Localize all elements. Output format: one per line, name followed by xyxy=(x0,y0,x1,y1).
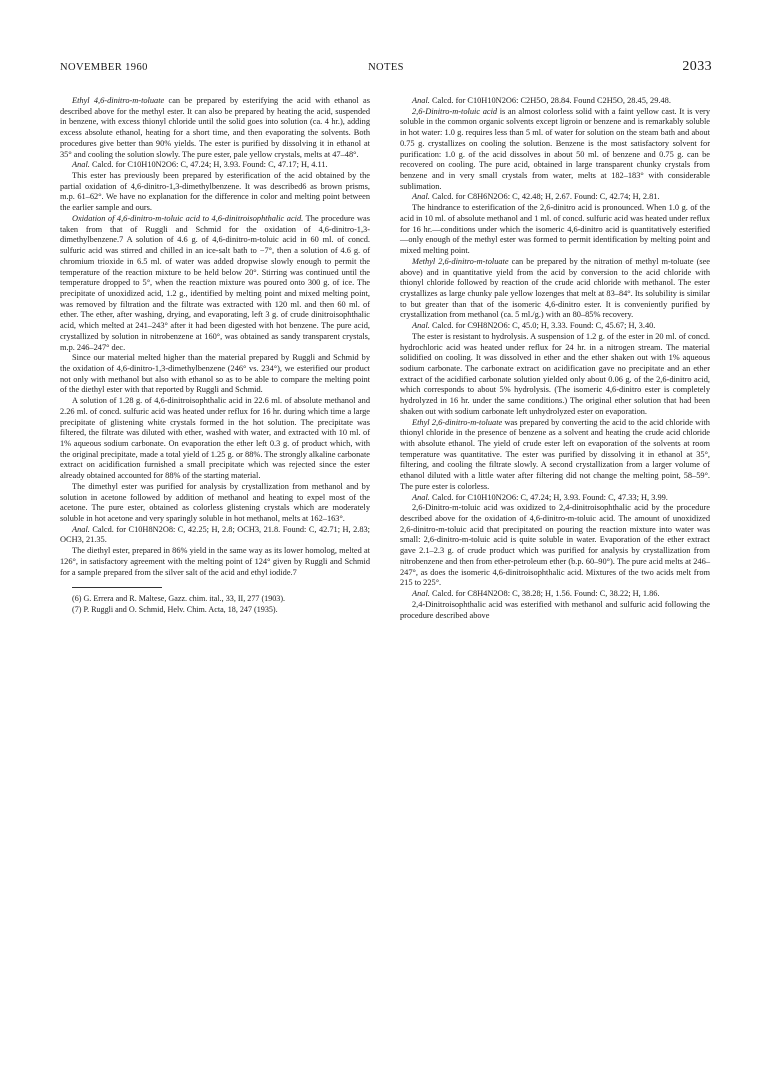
left-column xyxy=(60,96,370,615)
paragraph: Ethyl 4,6-dinitro-m-toluate can be prepared by esterifying the acid with ethanol as described above for the methyl ester. It can also be prepared by heating the acid, suspended in benzene, with excess thionyl chloride until the solid goes into solution (ca. 4 hr.), adding excess absolute ethanol, heating for a short time, and then evaporating the solvents. Both procedures give better than 90% yields. The ester is purified by dissolving it in ethanol at 35° and cooling the solution slowly. The pure ester, pale yellow crystals, melts at 47–48°. xyxy=(60,96,370,159)
footnote: (7) P. Ruggli and O. Schmid, Helv. Chim. Acta, 18, 247 (1935). xyxy=(72,604,278,614)
header-date: NOVEMBER 1960 xyxy=(60,62,148,73)
paragraph: Anal. Calcd. for C10H10N2O6: C, 47.24; H, 3.93. Found: C, 47.33; H, 3.99. xyxy=(412,492,668,502)
paragraph: Methyl 2,6-dinitro-m-toluate can be prepared by the nitration of methyl m-toluate (see above) and in quantitative yield from the acid by conversion to the acid chloride with thionyl chloride followed by reaction of the crude acid chloride with methanol. The ester crystallizes as large chunky pale yellow lozenges that melt at 83–84°. Its solubility is similar to but greater than that of the isomeric 4,6-dinitro ester. It is conveniently purified by crystallization from methanol (ca. 5 ml./g.) with an 80–85% recovery. xyxy=(400,256,711,320)
paragraph: 2,6-Dinitro-m-toluic acid was oxidized to 2,4-dinitroisophthalic acid by the procedure described above for the oxidation of 4,6-dinitro-m-toluic acid. The amount of unoxidized 2,6-dinitro-m-toluic acid that precipitated on pouring the reaction mixture into water was small: 2,6-dinitro-m-toluic acid is quite soluble in water. Evaporation of the ether extract gave 2.1–2.3 g. of crude product which was purified for analysis by crystallization from nitrobenzene and then from ether-petroleum ether (b.p. 60–90°). The pure acid melts at 246–247°, as does the isomeric 4,6-dinitroisophthalic acid. Mixtures of the two acids melt from 215 to 225°. xyxy=(400,503,710,588)
footnote-divider xyxy=(72,587,162,588)
right-column xyxy=(400,96,710,621)
header-section: NOTES xyxy=(368,62,404,73)
paragraph: Anal. Calcd. for C10H8N2O8: C, 42.25; H, 2.8; OCH3, 21.8. Found: C, 42.71; H, 2.83; OCH3, 21.35. xyxy=(60,524,370,545)
paragraph: The ester is resistant to hydrolysis. A suspension of 1.2 g. of the ester in 20 ml. of concd. hydrochloric acid was heated under reflux for 24 hr. in a nitrogen stream. The material solidified on cooling. It was dissolved in ether and the ether shaken out with 1% aqueous sodium carbonate. The carbonate extract on acidification gave no precipitate and an ether extract of the acidified carbonate solution yielded only about 0.06 g. of the 2,6-dinitro acid, which corresponds to about 5% hydrolysis. (The isomeric 4,6-dinitro ester is completely hydrolyzed in 16 hr. under the same conditions.) The original ether solution that had been shaken out with sodium carbonate left unhydrolyzed ester on evaporation. xyxy=(400,331,710,416)
page-number: 2033 xyxy=(682,59,712,74)
page-header xyxy=(60,59,712,78)
paragraph: Anal. Calcd. for C10H10N2O6: C2H5O, 28.84. Found C2H5O, 28.45, 29.48. xyxy=(412,96,671,105)
paragraph: The diethyl ester, prepared in 86% yield in the same way as its lower homolog, melted at 126°, in satisfactory agreement with the melting point of 124° given by Ruggli and Schmid for a sample prepared from the silver salt of the acid and ethyl iodide.7 xyxy=(60,546,370,577)
paragraph: The dimethyl ester was purified for analysis by crystallization from methanol and by solution in acetone followed by addition of methanol and heating to expel most of the acetone. The pure ester, obtained as colorless glistening crystals which are moderately soluble in hot acetone and very sparingly soluble in hot methanol, melts at 162–163°. xyxy=(60,481,370,524)
footnote: (6) G. Errera and R. Maltese, Gazz. chim. ital., 33, II, 277 (1903). xyxy=(72,594,286,604)
paragraph: Since our material melted higher than the material prepared by Ruggli and Schmid by the oxidation of 4,6-dinitro-1,3-dimethylbenzene (246° vs. 234°), we esterified our product not only with methanol but also with ethanol so as to be able to compare the melting point of the diethyl ester with that reported by Ruggli and Schmid. xyxy=(60,353,370,395)
paragraph: 2,4-Dinitroisophthalic acid was esterified with methanol and sulfuric acid following the procedure described above xyxy=(400,599,710,620)
paragraph: A solution of 1.28 g. of 4,6-dinitroisophthalic acid in 22.6 ml. of absolute methanol and 2.26 ml. of concd. sulfuric acid was heated under reflux for 16 hr. during which time a large precipitate of glistening white crystals formed in the hot solution. The precipitate was filtered, the filtrate was diluted with ether, washed with water, and extracted with 10 ml. of 1% aqueous sodium carbonate. On evaporation the ether left 0.3 g. of product which, with the original precipitate, made a total yield of 1.25 g. or 88%. The strongly alkaline carbonate extract on acidification furnished a small precipitate which was rejected since the ester already obtained accounted for 88% of the starting material. xyxy=(60,396,370,481)
paragraph: Ethyl 2,6-dinitro-m-toluate was prepared by converting the acid to the acid chloride with thionyl chloride in the presence of benzene as a solvent and heating the crude acid chloride with absolute ethanol. The yield of crude ester left on evaporation of the solvents at room temperature was quantitative. The ester was purified by dissolving it in ethanol at 35°, filtering, and cooling the filtrate slowly. A second crystallization from a larger volume of ethanol diluted with a little water after filtering did not change the melting point, 58–59°. The pure ester is colorless. xyxy=(400,417,710,491)
paragraph: Anal. Calcd. for C8H6N2O6: C, 42.48; H, 2.67. Found: C, 42.74; H, 2.81. xyxy=(412,192,660,202)
paragraph: 2,6-Dinitro-m-toluic acid is an almost colorless solid with a faint yellow cast. It is very soluble in the common organic solvents except ligroin or benzene and is remarkably soluble in hot water: 1.0 g. requires less than 5 ml. of water for solution on the steam bath and about 0.75 g. crystallizes on cooling the solution. Benzene is the most satisfactory solvent for purification: 1.0 g. of the acid dissolves in about 50 ml. of benzene and 0.75 g. can be recovered on cooling. The pure acid, obtained in large transparent chunky crystals from benzene and in very small crystals from water, melts at 182–183° with considerable sublimation. xyxy=(400,106,710,191)
paragraph: Anal. Calcd. for C10H10N2O6: C, 47.24; H, 3.93. Found: C, 47.17; H, 4.11. xyxy=(72,160,328,170)
paragraph: Anal. Calcd. for C9H8N2O6: C, 45.0; H, 3.33. Found: C, 45.67; H, 3.40. xyxy=(412,321,656,331)
paragraph: This ester has previously been prepared by esterification of the acid obtained by the partial oxidation of 4,6-dinitro-1,3-dimethylbenzene. It was described6 as brown prisms, m.p. 61–62°. We have no explanation for the difference in color and melting point between the earlier sample and ours. xyxy=(60,171,370,213)
paragraph: Oxidation of 4,6-dinitro-m-toluic acid to 4,6-dinitroisophthalic acid. The procedure was taken from that of Ruggli and Schmid for the oxidation of 4,6-dinitro-1,3-dimethylbenzene.7 A solution of 4.6 g. of 4,6-dinitro-m-toluic acid in 60 ml. of concd. sulfuric acid was stirred and chilled in an ice-salt bath to −7°, then a solution of 4.6 g. of chromium trioxide in 6.5 ml. of water was added dropwise slowly enough to permit the temperature of the reaction mixture to be held below 20°. Stirring was continued until the temperature dropped to 5°, when the reaction mixture was poured onto 300 g. of ice. The precipitate of unoxidized acid, 1.2 g., identified by melting point and mixed melting point, was removed by filtration and the filtrate was extracted with 120 ml. and then 60 ml. of ether. The ether, after washing, drying, and evaporating, left 3 g. of crude dinitroisophthalic acid, which melted at 241–243° after it had been digested with hot benzene. The pure acid, crystallized by solution in nitrobenzene at 160°, was obtained as sandy transparent crystals, m.p. 246–247° dec. xyxy=(60,213,370,352)
paragraph: Anal. Calcd. for C8H4N2O8: C, 38.28; H, 1.56. Found: C, 38.22; H, 1.86. xyxy=(412,589,660,599)
paragraph: The hindrance to esterification of the 2,6-dinitro acid is pronounced. When 1.0 g. of the acid in 10 ml. of absolute methanol and 1 ml. of concd. sulfuric acid was heated under reflux for 16 hr.—conditions under which the isomeric 4,6-dinitro acid is quantitatively esterified—only enough of the methyl ester was formed to permit identification by melting point and mixed melting point. xyxy=(400,203,711,256)
